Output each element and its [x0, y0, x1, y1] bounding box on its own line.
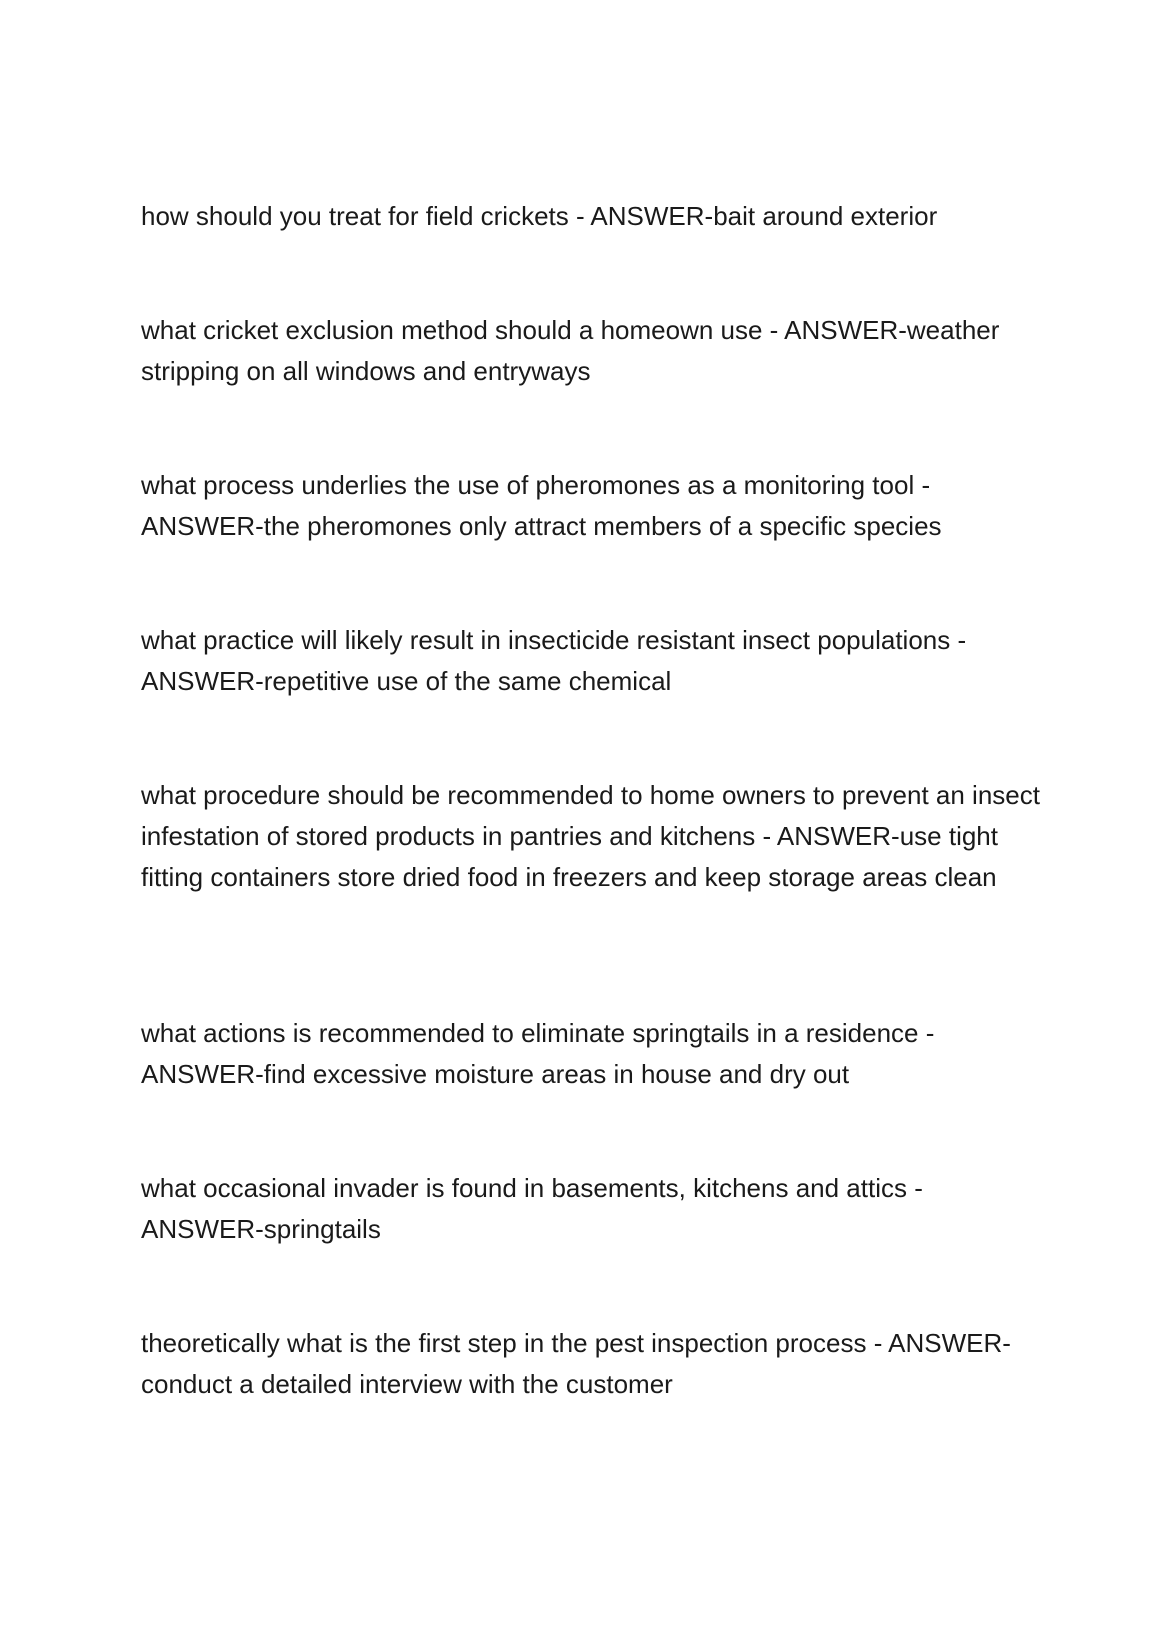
- qa-text: what occasional invader is found in basements, kitchens and attics - ANSWER-springtails: [141, 1173, 923, 1244]
- qa-text: what procedure should be recommended to home owners to prevent an insect infestation of stored products in pantries and kitchens - ANSWER-use tight fitting containers store dried food in freezers and keep storage areas clean: [141, 780, 1040, 892]
- qa-text: what cricket exclusion method should a homeown use - ANSWER-weather stripping on all windows and entryways: [141, 315, 1000, 386]
- qa-text: what actions is recommended to eliminate springtails in a residence - ANSWER-find excessive moisture areas in house and dry out: [141, 1018, 935, 1089]
- qa-item: [141, 196, 1041, 237]
- qa-item: [141, 1323, 1041, 1405]
- qa-item: [141, 620, 1041, 702]
- qa-text: theoretically what is the first step in the pest inspection process - ANSWER-conduct a detailed interview with the customer: [141, 1328, 1011, 1399]
- qa-item: [141, 465, 1041, 547]
- qa-item: [141, 1168, 1041, 1250]
- qa-item: [141, 310, 1041, 392]
- qa-item: [141, 1013, 1041, 1095]
- qa-text: what practice will likely result in insecticide resistant insect populations - ANSWER-repetitive use of the same chemical: [141, 625, 967, 696]
- qa-item: [141, 775, 1041, 898]
- qa-text: what process underlies the use of pheromones as a monitoring tool - ANSWER-the pheromones only attract members of a specific species: [141, 470, 942, 541]
- qa-text: how should you treat for field crickets - ANSWER-bait around exterior: [141, 201, 938, 231]
